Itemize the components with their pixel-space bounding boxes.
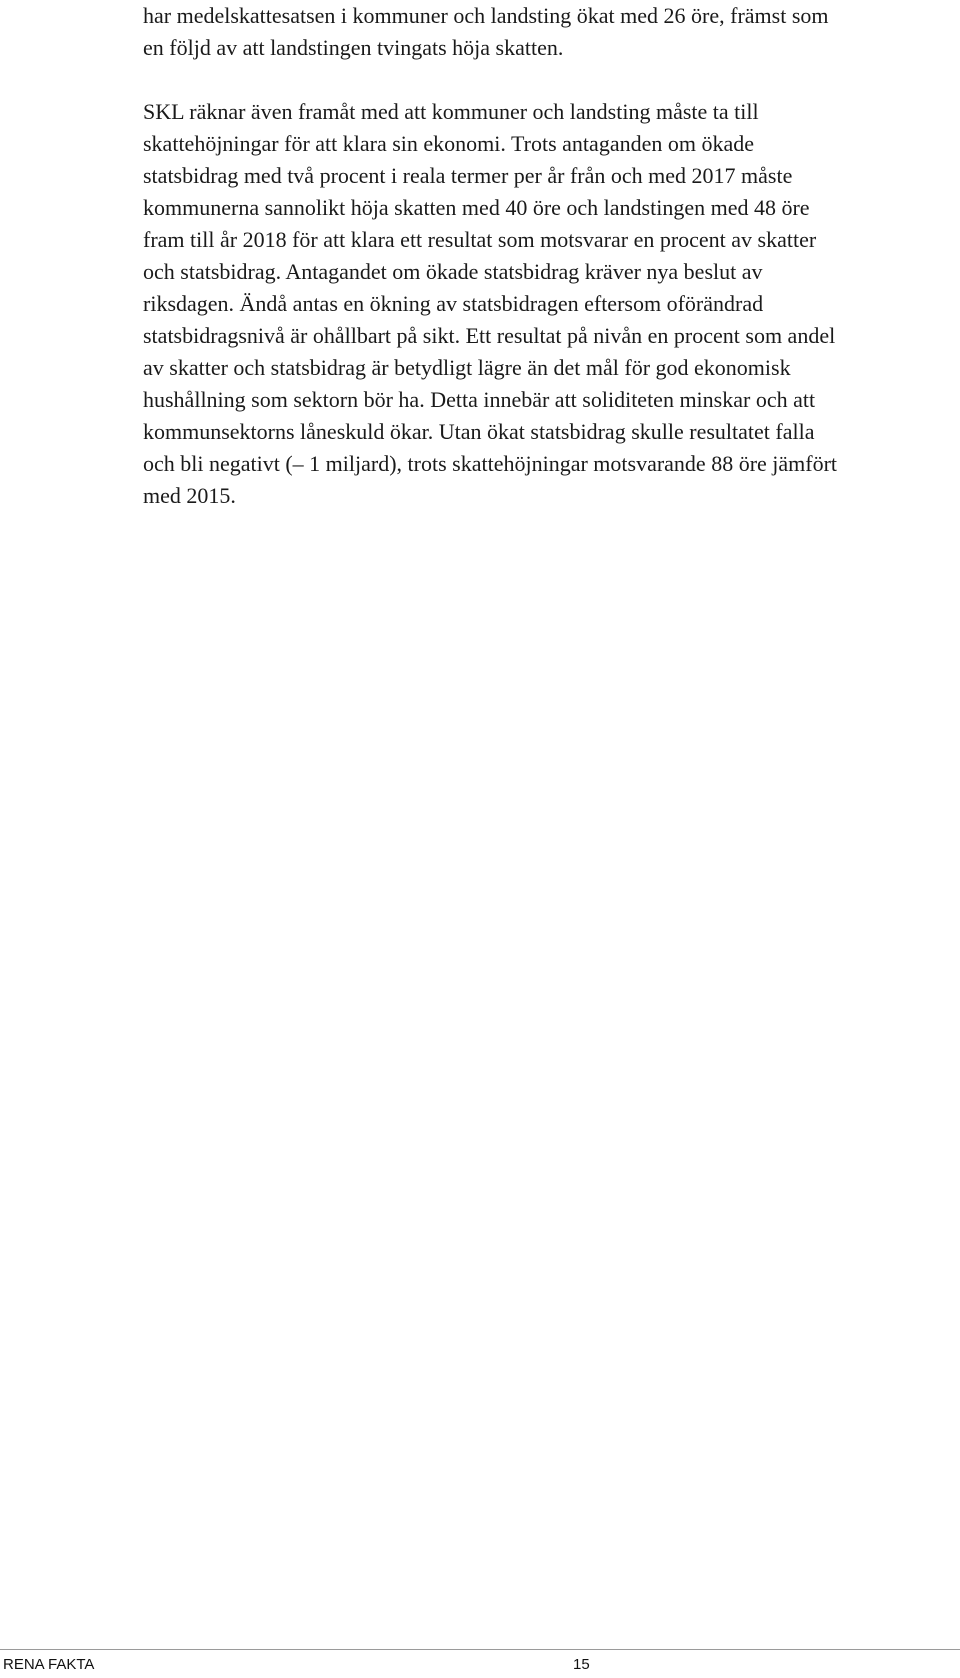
text-line: en följd av att landstingen tvingats höja skatten. bbox=[143, 35, 564, 60]
paragraph-2 bbox=[143, 96, 943, 512]
text-line: statsbidragsnivå är ohållbart på sikt. Ett resultat på nivån en procent som andel bbox=[143, 323, 836, 348]
text-line: skattehöjningar för att klara sin ekonomi. Trots antaganden om ökade bbox=[143, 131, 754, 156]
text-line: av skatter och statsbidrag är betydligt lägre än det mål för god ekonomisk bbox=[143, 355, 791, 380]
document-body bbox=[143, 0, 943, 512]
text-line: hushållning som sektorn bör ha. Detta innebär att soliditeten minskar och att bbox=[143, 387, 816, 412]
text-line: och bli negativt (– 1 miljard), trots skattehöjningar motsvarande 88 öre jämfört bbox=[143, 451, 838, 476]
page-footer bbox=[0, 1649, 960, 1678]
text-line: och statsbidrag. Antagandet om ökade statsbidrag kräver nya beslut av bbox=[143, 259, 763, 284]
footer-divider bbox=[0, 1649, 960, 1650]
text-line: kommunsektorns låneskuld ökar. Utan ökat statsbidrag skulle resultatet falla bbox=[143, 419, 815, 444]
paragraph-1 bbox=[143, 0, 943, 64]
text-line: riksdagen. Ändå antas en ökning av statsbidragen eftersom oförändrad bbox=[143, 291, 764, 316]
text-line: med 2015. bbox=[143, 483, 236, 508]
footer-publication-name: RENA FAKTA bbox=[3, 1656, 95, 1673]
text-line: SKL räknar även framåt med att kommuner och landsting måste ta till bbox=[143, 99, 759, 124]
page-number: 15 bbox=[573, 1656, 590, 1673]
text-line: kommunerna sannolikt höja skatten med 40 öre och landstingen med 48 öre bbox=[143, 195, 810, 220]
text-line: har medelskattesatsen i kommuner och landsting ökat med 26 öre, främst som bbox=[143, 3, 829, 28]
text-line: fram till år 2018 för att klara ett resultat som motsvarar en procent av skatter bbox=[143, 227, 817, 252]
text-line: statsbidrag med två procent i reala termer per år från och med 2017 måste bbox=[143, 163, 793, 188]
